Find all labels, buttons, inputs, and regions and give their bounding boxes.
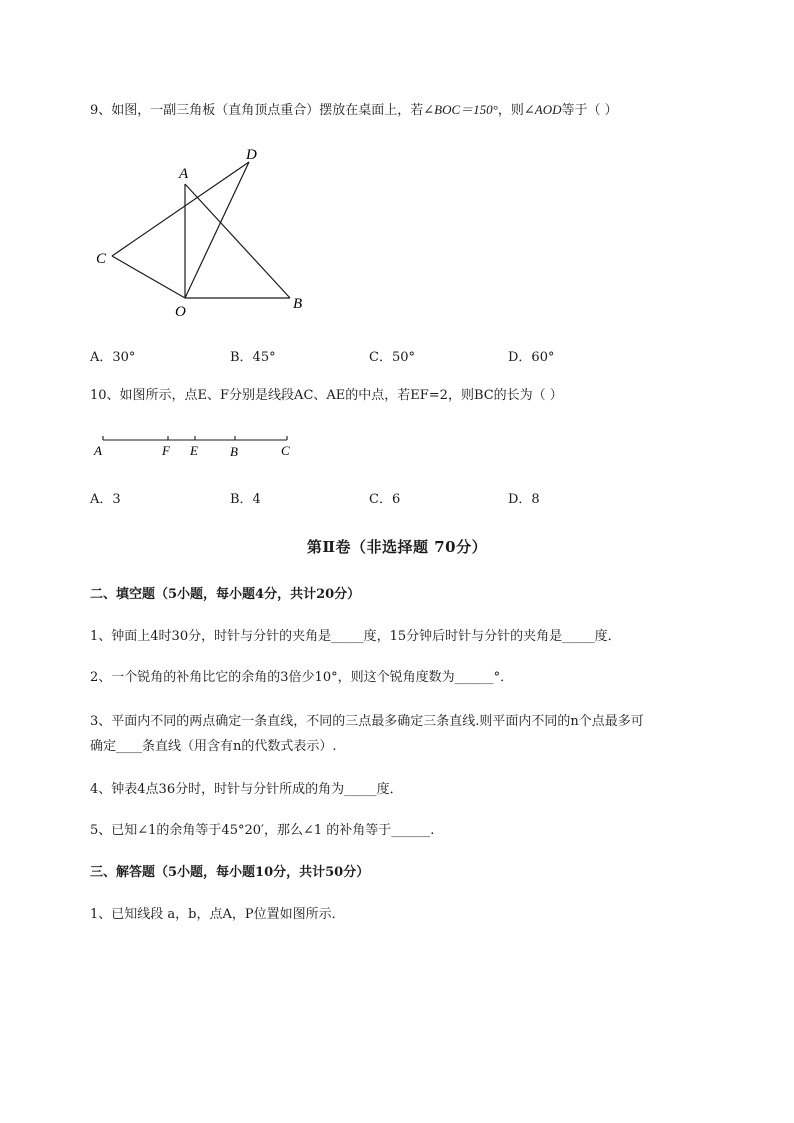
q9-figure [90, 140, 320, 325]
part2-title: 第Ⅱ卷（非选择题 70分） [306, 538, 488, 556]
q10-option-d: D．8 [508, 492, 540, 507]
q9-angle-expr: ∠BOC＝150° [423, 102, 498, 117]
q10-label-c: C [281, 443, 290, 458]
q9-segment-ab [185, 184, 290, 298]
q10-label-b: B [230, 444, 238, 459]
section2-q2: 2、一个锐角的补角比它的余角的3倍少10°，则这个锐角度数为______°． [90, 670, 514, 685]
q9-option-b: B．45° [230, 350, 276, 365]
q9-option-d: D．60° [508, 350, 555, 365]
q9-stem-mid: ，则 [497, 103, 524, 118]
q10-option-c: C．6 [369, 492, 401, 507]
q9-stem-text: 9、如图，一副三角板（直角顶点重合）摆放在桌面上，若 [90, 103, 424, 118]
section2-q3-line1: 3、平面内不同的两点确定一条直线，不同的三点最多确定三条直线.则平面内不同的n个点最多可 [90, 714, 644, 729]
q9-label-a: A [179, 166, 189, 182]
section2-q3-line2: 确定____条直线（用含有n的代数式表示）. [90, 739, 337, 754]
q10-option-a: A．3 [90, 492, 121, 507]
section2-q5: 5、已知∠1的余角等于45°20′，那么∠1 的补角等于______. [90, 823, 435, 838]
q9-label-d: D [246, 147, 257, 163]
q10-label-a: A [94, 443, 102, 458]
section2-q4: 4、钟表4点36分时，时针与分针所成的角为_____度． [90, 782, 403, 797]
q9-option-a: A．30° [90, 350, 136, 365]
q9-segment-od [185, 162, 249, 298]
q10-figure [90, 430, 300, 462]
q9-stem-after: 等于（ ） [561, 103, 618, 118]
q9-option-c: C．50° [369, 350, 415, 365]
q10-label-e: E [190, 443, 198, 458]
section2-q1: 1、钟面上4时30分，时针与分针的夹角是_____度，15分钟后时针与分针的夹角是_____度． [90, 629, 621, 644]
section3-heading: 三、解答题（5小题，每小题10分，共计50分） [90, 865, 370, 880]
q9-label-b: B [293, 296, 303, 312]
q10-stem: 10、如图所示，点E、F分别是线段AC、AE的中点，若EF=2，则BC的长为（ ） [90, 388, 563, 403]
q9-target-angle: ∠AOD [523, 102, 562, 117]
q9-segment-co [112, 256, 185, 298]
section2-heading: 二、填空题（5小题，每小题4分，共计20分） [90, 587, 361, 602]
q9-label-c: C [96, 251, 107, 267]
q9-stem [90, 101, 618, 120]
section3-q1: 1、已知线段 a，b，点A，P位置如图所示． [90, 907, 345, 922]
q10-label-f: F [162, 443, 170, 458]
q10-option-b: B．4 [230, 492, 261, 507]
q9-label-o: O [175, 304, 186, 320]
